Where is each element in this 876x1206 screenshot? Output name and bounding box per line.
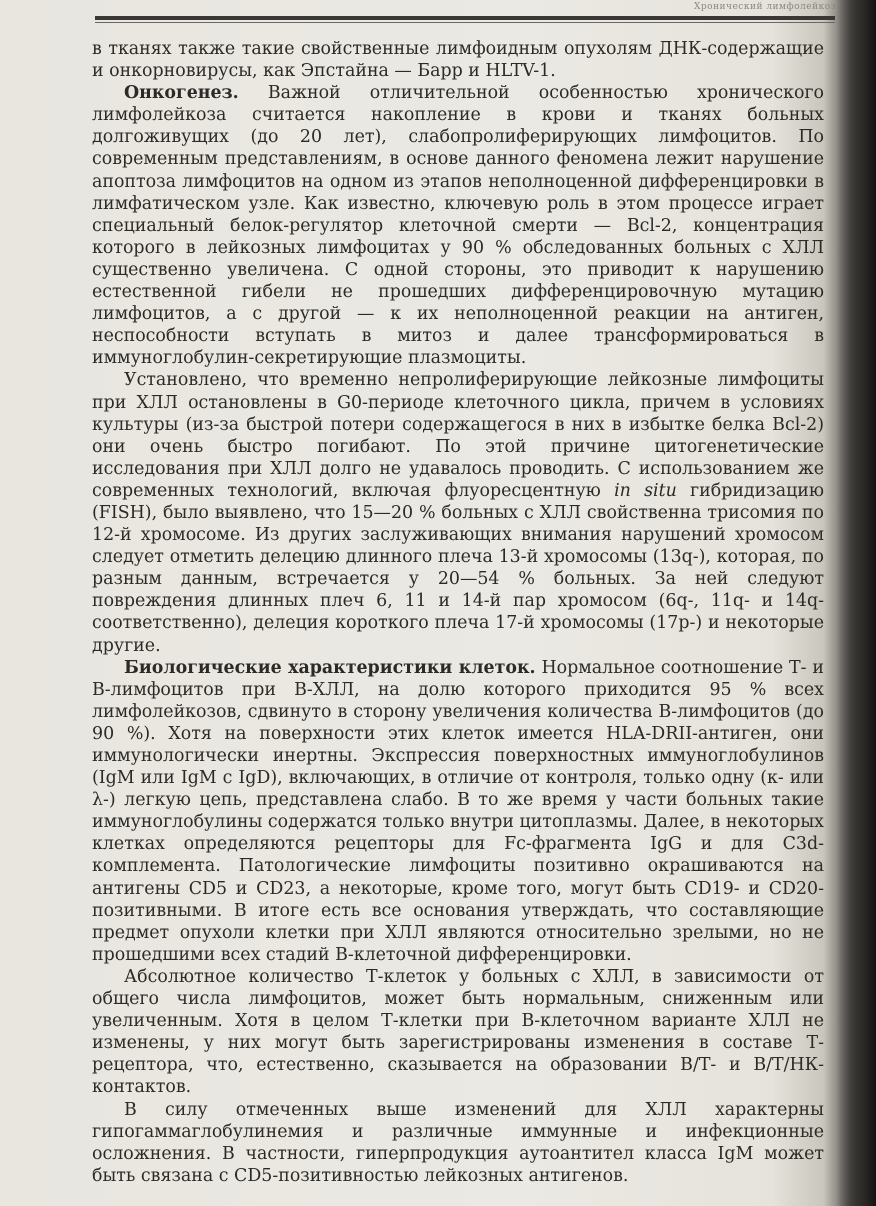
paragraph-text: Важной отличительной особенностью хронического лимфолейкоза считается накопление в крови и тканях больных долгоживущих (до 20 лет), слабопролиферирующих лимфоцитов. По современным представлениям, в основе данного феномена лежит нарушение апоптоза лимфоцитов на одном из этапов неполноценной дифференцировки в лимфатическом узле. Как известно, ключевую роль в этом процессе играет специальный белок-регулятор клеточной смерти — Bcl-2, концентрация которого в лейкозных лимфоцитах у 90 % обследованных больных с ХЛЛ существенно увеличена. С одной стороны, это приводит к нарушению естественной гибели не прошедших дифференцировочную мутацию лимфоцитов, а с другой — к их неполноценной реакции на антиген, неспособности вступать в митоз и далее трансформироваться в иммуноглобулин-секретирующие плазмоциты. (92, 83, 824, 369)
section-lead-heading: Онкогенез. (124, 83, 239, 104)
page-edge-shadow (836, 0, 876, 1206)
section-lead-heading: Биологические характеристики клеток. (124, 657, 536, 678)
header-rule (95, 16, 835, 20)
body-text (92, 38, 824, 1187)
paragraph-text: Нормальное соотношение Т- и В-лимфоцитов при В-ХЛЛ, на долю которого приходится 95 % всех лимфолейкозов, сдвинуто в сторону увеличения количества В-лимфоцитов (до 90 %). Хотя на поверхности этих клеток имеется HLA-DRII-антиген, они иммунологически инертны. Экспрессия поверхностных иммуноглобулинов (IgM или IgM с IgD), включающих, в отличие от контроля, только одну (κ- или λ-) легкую цепь, представлена слабо. В то же время у части больных такие иммуноглобулины содержатся только внутри цитоплазмы. Далее, в некоторых клетках определяются рецепторы для Fc-фрагмента IgG и для C3d-комплемента. Патологические лимфоциты позитивно окрашиваются на антигены CD5 и CD23, а некоторые, кроме того, могут быть CD19- и CD20-позитивными. В итоге есть все основания утверждать, что составляющие предмет опухоли клетки при ХЛЛ являются относительно зрелыми, но не прошедшими всех стадий В-клеточной дифференцировки. (92, 657, 824, 965)
paragraph-t-cells (92, 966, 824, 1099)
paragraph-text: гибридизацию (FISH), было выявлено, что 15—20 % больных с ХЛЛ свойственна трисомия по 12-й хромосоме. Из других заслуживающих внимания нарушений хромосом следует отметить делецию длинного плеча 13-й хромосомы (13q-), которая, по разным данным, встречается у 20—54 % больных. За ней следуют повреждения длинных плеч 6, 11 и 14-й пар хромосом (6q-, 11q- и 14q- соответственно), делеция короткого плеча 17-й хромосомы (17p-) и некоторые другие. (92, 480, 824, 656)
italic-term: in situ (614, 480, 677, 501)
paragraph-text: Абсолютное количество Т-клеток у больных с ХЛЛ, в зависимости от общего числа лимфоцитов, может быть нормальным, сниженным или увеличенным. Хотя в целом Т-клетки при В-клеточном варианте ХЛЛ не изменены, у них могут быть зарегистрированы изменения в составе Т-рецептора, что, естественно, сказывается на образовании В/Т- и В/Т/НК-контактов. (92, 966, 824, 1098)
running-head: Хронический лимфолейкоз (693, 2, 836, 12)
paragraph-oncogenesis (92, 82, 824, 369)
paragraph-text: Установлено, что временно непролиферирующие лейкозные лимфоциты при ХЛЛ остановлены в G0-периоде клеточного цикла, причем в условиях культуры (из-за быстрой потери содержащегося в них в избытке белка Bcl-2) они очень быстро погибают. По этой причине цитогенетические исследования при ХЛЛ долго не удавалось проводить. С использованием же современных технологий, включая флуоресцентную (92, 370, 824, 501)
paragraph-continuation (92, 38, 824, 82)
paragraph-text: в тканях также такие свойственные лимфоидным опухолям ДНК-содержащие и онкорновирусы, как Эпстайна — Барр и HLTV-1. (92, 39, 824, 82)
paragraph-text: В силу отмеченных выше изменений для ХЛЛ характерны гипогаммаглобулинемия и различные иммунные и инфекционные осложнения. В частности, гиперпродукция аутоантител класса IgM может быть связана с CD5-позитивностью лейкозных антигенов. (92, 1099, 824, 1186)
paragraph-complications (92, 1099, 824, 1187)
paragraph-biological-characteristics (92, 657, 824, 966)
paragraph-cytogenetics (92, 369, 824, 656)
header-rule-thin (95, 22, 835, 23)
